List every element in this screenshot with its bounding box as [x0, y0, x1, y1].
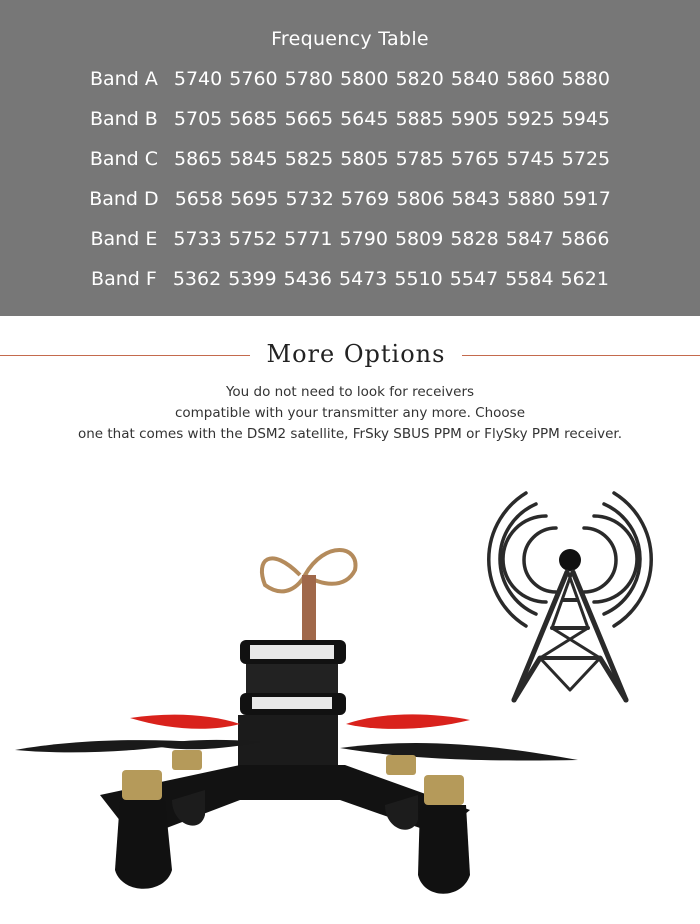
band-row-c	[0, 148, 700, 170]
band-frequencies: 5658 5695 5732 5769 5806 5843 5880 5917	[174, 188, 611, 210]
radio-tower-icon	[489, 493, 651, 700]
description-line: one that comes with the DSM2 satellite, FrSky SBUS PPM or FlySky PPM receiver.	[77, 426, 623, 442]
band-row-f	[0, 268, 700, 290]
section-heading: More Options	[266, 340, 446, 368]
divider-left	[0, 355, 250, 356]
band-row-b	[0, 108, 700, 130]
band-frequencies: 5362 5399 5436 5473 5510 5547 5584 5621	[172, 268, 609, 290]
band-frequencies: 5733 5752 5771 5790 5809 5828 5847 5866	[173, 228, 610, 250]
band-name: Band F	[91, 268, 157, 290]
frequency-table-title: Frequency Table	[271, 28, 429, 50]
divider-right	[462, 355, 700, 356]
band-row-a	[0, 68, 700, 90]
band-row-d	[0, 188, 700, 210]
product-illustration	[0, 470, 700, 924]
band-row-e	[0, 228, 700, 250]
band-name: Band A	[90, 68, 158, 90]
band-name: Band E	[90, 228, 158, 250]
frequency-table	[0, 0, 700, 316]
band-frequencies: 5865 5845 5825 5805 5785 5765 5745 5725	[174, 148, 611, 170]
band-name: Band B	[89, 108, 158, 130]
band-frequencies: 5705 5685 5665 5645 5885 5905 5925 5945	[173, 108, 610, 130]
band-frequencies: 5740 5760 5780 5800 5820 5840 5860 5880	[173, 68, 610, 90]
description-line: You do not need to look for receivers	[225, 384, 475, 400]
band-name: Band C	[89, 148, 158, 170]
quadcopter-drone-image	[15, 550, 578, 894]
description-line: compatible with your transmitter any more. Choose	[174, 405, 526, 421]
options-description	[0, 382, 700, 445]
band-name: Band D	[89, 188, 159, 210]
